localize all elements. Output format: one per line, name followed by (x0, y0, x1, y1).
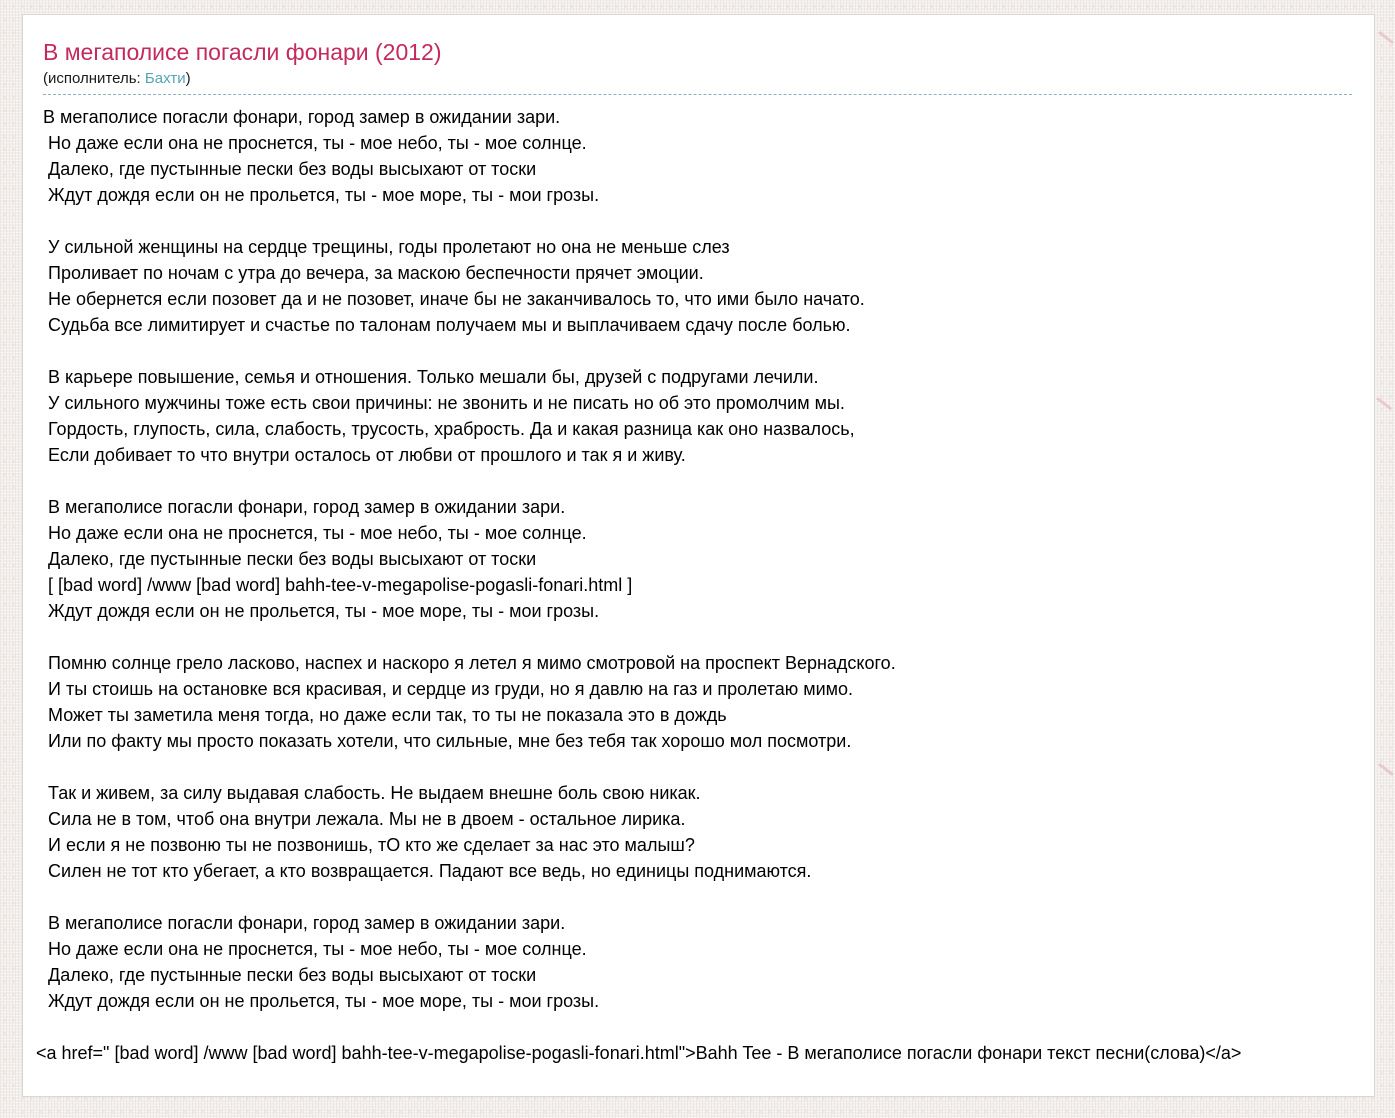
content-panel (22, 14, 1375, 1097)
lyric-line: Но даже если она не проснется, ты - мое небо, ты - мое солнце. (43, 939, 587, 959)
lyric-line: Далеко, где пустынные пески без воды высыхают от тоски (43, 159, 537, 179)
page-header (43, 15, 1352, 95)
artist-line (43, 69, 1352, 88)
lyric-line: В мегаполисе погасли фонари, город замер в ожидании зари. (43, 913, 566, 933)
embed-code-line: <a href=" [bad word] /www [bad word] bahh-tee-v-megapolise-pogasli-fonari.html">Bahh Tee - В мегаполисе погасли фонари текст песни(слова)</a> (36, 1043, 1242, 1063)
verse-3 (43, 364, 1352, 468)
lyric-line: Так и живем, за силу выдавая слабость. Не выдаем внешне боль свою никак. (43, 783, 701, 803)
lyric-line: Гордость, глупость, сила, слабость, трусость, храбрость. Да и какая разница как оно назвалось, (43, 419, 855, 439)
lyric-line: Силен не тот кто убегает, а кто возвращается. Падают все ведь, но единицы поднимаются. (43, 861, 812, 881)
lyric-line-censored-url: [ [bad word] /www [bad word] bahh-tee-v-megapolise-pogasli-fonari.html ] (43, 575, 633, 595)
lyric-line: И ты стоишь на остановке вся красивая, и сердце из груди, но я давлю на газ и пролетаю мимо. (43, 679, 854, 699)
verse-2 (43, 234, 1352, 338)
lyric-line: В мегаполисе погасли фонари, город замер в ожидании зари. (43, 497, 566, 517)
artist-line-suffix: ) (185, 70, 191, 87)
lyric-line: Но даже если она не проснется, ты - мое небо, ты - мое солнце. (43, 133, 587, 153)
song-title: В мегаполисе погасли фонари (2012) (43, 39, 442, 65)
verse-6 (43, 780, 1352, 884)
lyric-line: Судьба все лимитирует и счастье по талонам получаем мы и выплачиваем сдачу после болью. (43, 315, 851, 335)
lyric-line: Если добивает то что внутри осталось от любви от прошлого и так я и живу. (43, 445, 686, 465)
artist-label: (исполнитель: (43, 70, 141, 87)
lyric-line: Может ты заметила меня тогда, но даже если так, то ты не показала это в дождь (43, 705, 727, 725)
lyric-line: Далеко, где пустынные пески без воды высыхают от тоски (43, 965, 537, 985)
lyric-line: Далеко, где пустынные пески без воды высыхают от тоски (43, 549, 537, 569)
lyric-line: И если я не позвоню ты не позвонишь, тО кто же сделает за нас это малыш? (43, 835, 695, 855)
lyric-line: Или по факту мы просто показать хотели, что сильные, мне без тебя так хорошо мол посмотри. (43, 731, 852, 751)
lyric-line: Но даже если она не проснется, ты - мое небо, ты - мое солнце. (43, 523, 587, 543)
lyric-line: В карьере повышение, семья и отношения. Только мешали бы, друзей с подругами лечили. (43, 367, 819, 387)
lyric-line: Проливает по ночам с утра до вечера, за маскою беспечности прячет эмоции. (43, 263, 704, 283)
decorative-stroke (1376, 397, 1392, 410)
lyric-line: У сильной женщины на сердце трещины, годы пролетают но она не меньше слез (43, 237, 730, 257)
lyric-line: Помню солнце грело ласково, наспех и наскоро я летел я мимо смотровой на проспект Вернадского. (43, 653, 896, 673)
lyrics-block (43, 104, 1352, 1014)
verse-4-chorus (43, 494, 1352, 624)
decorative-stroke (1378, 31, 1394, 44)
lyric-line: Ждут дождя если он не прольется, ты - мое море, ты - мои грозы. (43, 991, 600, 1011)
lyric-line: Ждут дождя если он не прольется, ты - мое море, ты - мои грозы. (43, 185, 600, 205)
artist-link[interactable]: Бахти (144, 70, 186, 87)
lyric-line: В мегаполисе погасли фонари, город замер в ожидании зари. (43, 107, 561, 127)
decorative-stroke (1378, 763, 1394, 776)
lyric-line: У сильного мужчины тоже есть свои причины: не звонить и не писать но об это промолчим мы. (43, 393, 845, 413)
verse-5 (43, 650, 1352, 754)
verse-1 (43, 104, 1352, 208)
lyric-line: Сила не в том, чтоб она внутри лежала. Мы не в двоем - остальное лирика. (43, 809, 686, 829)
lyric-line: Ждут дождя если он не прольется, ты - мое море, ты - мои грозы. (43, 601, 600, 621)
lyric-line: Не обернется если позовет да и не позовет, иначе бы не заканчивалось то, что ими было начато. (43, 289, 865, 309)
verse-7-chorus (43, 910, 1352, 1014)
